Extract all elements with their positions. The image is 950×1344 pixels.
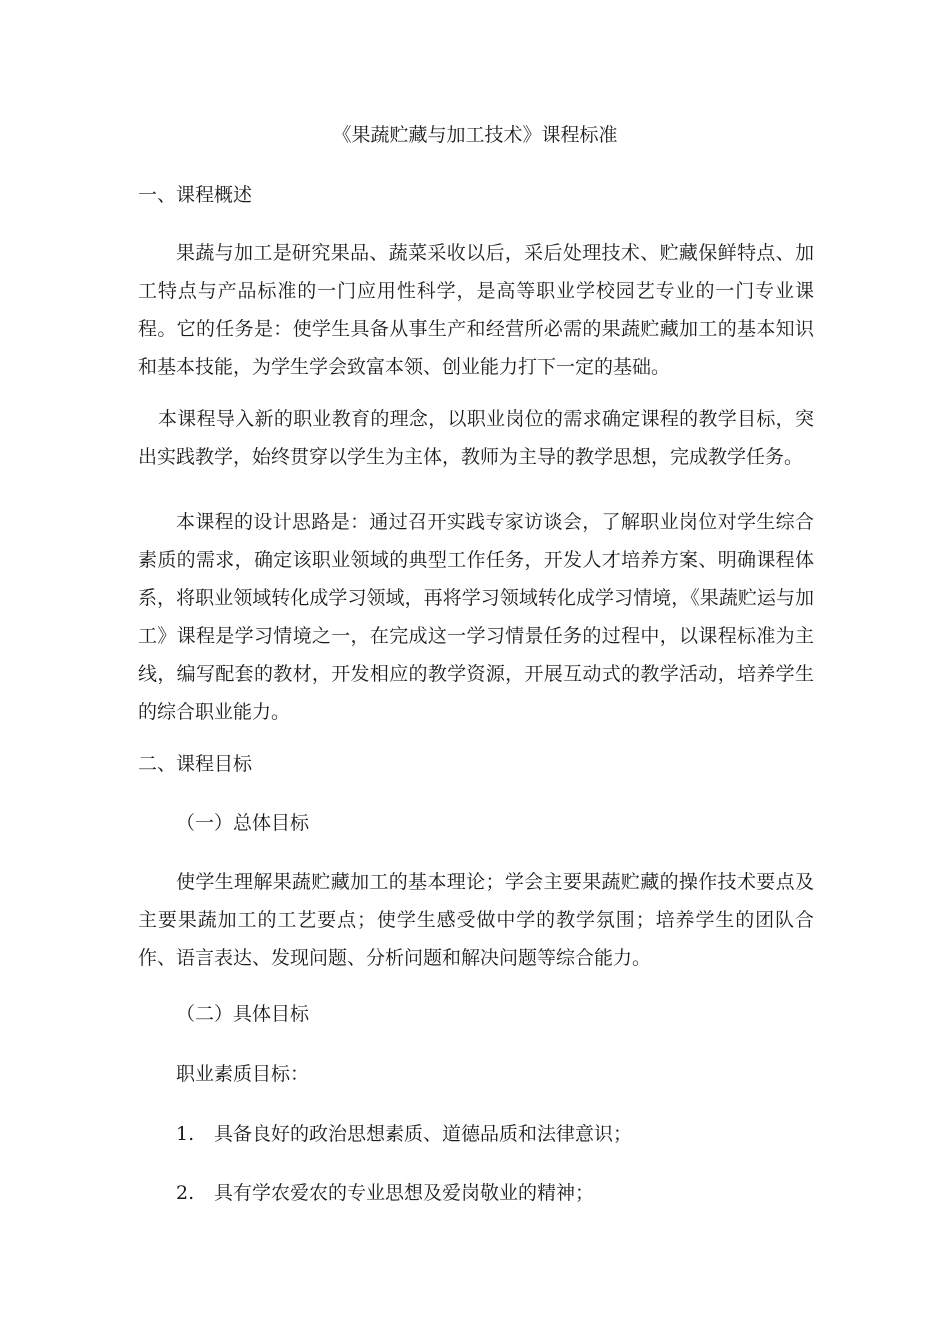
subsection-heading-overall: （一）总体目标 (176, 812, 310, 834)
list-item-number: 2. (176, 1182, 195, 1204)
paragraph-overall-goal: 使学生理解果蔬贮藏加工的基本理论；学会主要果蔬贮藏的操作技术要点及主要果蔬加工的工艺要点；使学生感受做中学的教学氛围；培养学生的团队合作、语言表达、发现问题、分析问题和解决问题等综合能力。 (138, 871, 814, 969)
list-item-text: 具备良好的政治思想素质、道德品质和法律意识； (214, 1123, 633, 1145)
paragraph-overview-1: 果蔬与加工是研究果品、蔬菜采收以后，采后处理技术、贮藏保鲜特点、加工特点与产品标准的一门应用性科学，是高等职业学校园艺专业的一门专业课程。它的任务是：使学生具备从事生产和经营所必需的果蔬贮藏加工的基本知识和基本技能，为学生学会致富本领、创业能力打下一定的基础。 (138, 242, 814, 378)
paragraph-overview-2: 本课程导入新的职业教育的理念，以职业岗位的需求确定课程的教学目标，突出实践教学，始终贯穿以学生为主体，教师为主导的教学思想，完成教学任务。 (138, 408, 814, 468)
section-heading-goals: 二、课程目标 (138, 753, 253, 775)
list-item-text: 具有学农爱农的专业思想及爱岗敬业的精神； (214, 1182, 595, 1204)
list-item (176, 1180, 594, 1206)
label-professional-quality: 职业素质目标： (176, 1063, 310, 1085)
document-title: 《果蔬贮藏与加工技术》课程标准 (332, 124, 618, 146)
paragraph-overview-3: 本课程的设计思路是：通过召开实践专家访谈会，了解职业岗位对学生综合素质的需求，确定该职业领域的典型工作任务，开发人才培养方案、明确课程体系，将职业领域转化成学习领域，再将学习领域转化成学习情境，《果蔬贮运与加工》课程是学习情境之一，在完成这一学习情景任务的过程中，以课程标准为主线，编写配套的教材，开发相应的教学资源，开展互动式的教学活动，培养学生的综合职业能力。 (138, 511, 814, 723)
subsection-heading-specific: （二）具体目标 (176, 1003, 310, 1025)
section-heading-overview: 一、课程概述 (138, 184, 253, 206)
list-item (176, 1121, 632, 1147)
list-item-number: 1. (176, 1123, 195, 1145)
